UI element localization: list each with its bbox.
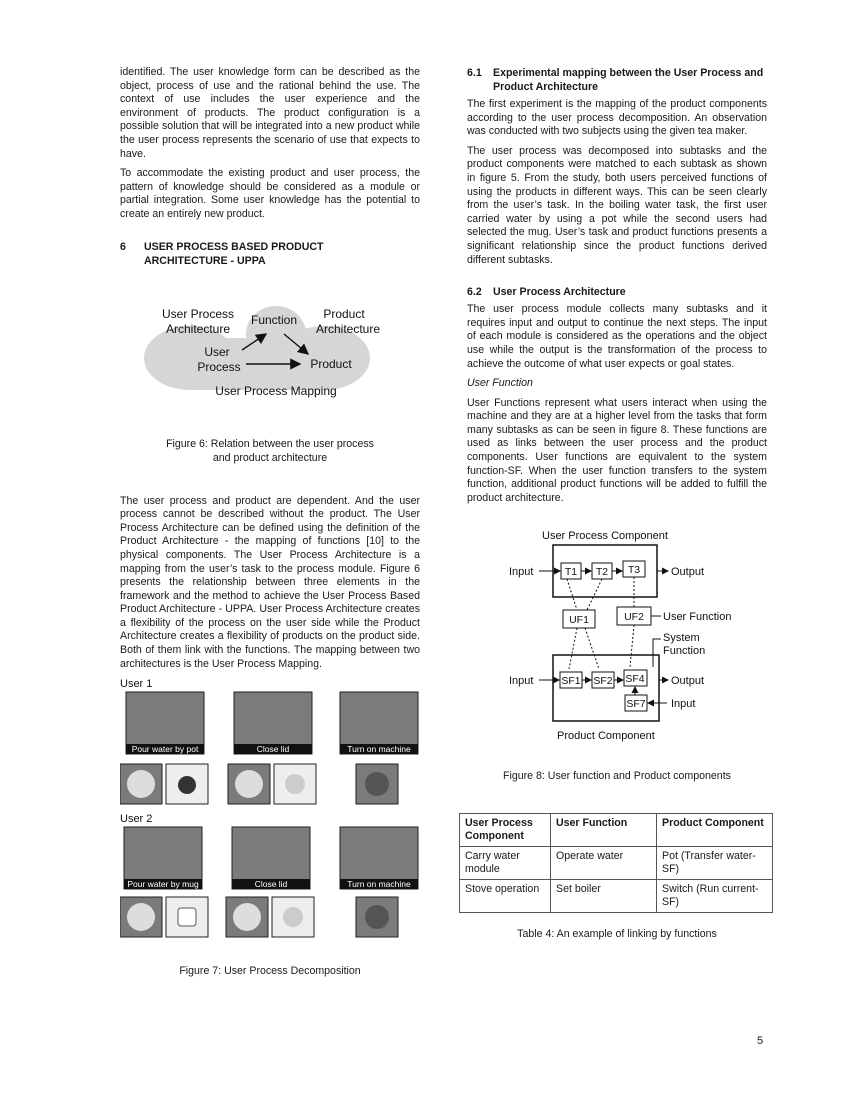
- subheading-user-function: User Function: [467, 377, 533, 390]
- section-title: USER PROCESS BASED PRODUCT ARCHITECTURE - UPPA: [144, 240, 324, 267]
- table-cell: Switch (Run current-SF): [657, 880, 773, 913]
- paragraph: To accommodate the existing product and user process, the pattern of knowledge should be considered as a module or partial integration. Some user knowledge has the potential to create an entirely new product.: [120, 167, 420, 220]
- table-header-row: [460, 814, 773, 847]
- user-process-component-label: User Process Component: [542, 530, 668, 543]
- section-number: 6.1: [467, 67, 482, 79]
- task-label: Close lid: [254, 879, 288, 890]
- section-6-heading: [120, 240, 420, 268]
- figure-7-caption: Figure 7: User Process Decomposition: [179, 965, 361, 978]
- task-t2: T2: [595, 566, 609, 579]
- table-header-cell: Product Component: [657, 814, 773, 847]
- table-header-cell: User Function: [551, 814, 657, 847]
- section-number: 6: [120, 240, 126, 253]
- label-user-process-architecture: User Process: [161, 306, 235, 321]
- user-1-label: User 1: [120, 678, 153, 691]
- product-component-label: Product Component: [557, 730, 655, 743]
- task-t3: T3: [627, 564, 641, 577]
- section-number: 6.2: [467, 286, 482, 299]
- label-product: Product: [310, 356, 352, 371]
- table-cell: Stove operation: [460, 880, 551, 913]
- sf4-label: SF4: [625, 673, 645, 686]
- paragraph: identified. The user knowledge form can be described as the object, process of use and the rational behind the use. The context of use includes the user experience and the environment of products. The product configuration is a possible solution that will be integrated into a new product while the user process represents the scenario of use that expects to have.: [120, 66, 420, 160]
- label-user-process: Process: [197, 359, 241, 374]
- paragraph: The user process and product are dependent. And the user process cannot be described without the product. The User Process Architecture can be defined using the definition of the Product Architecture - the mapping of functions [10] to the physical components. The User Process Architecture is a mapping from the user’s task to the process module. Figure 6 presents the relationship between three elements in the framework and the method to achieve the User Process Based Product Architecture - UPPA. User Process Architecture creates a flexibility of the process on the user side while the Product Architecture creates a flexibility of products on the product side. Both of them link with the functions. The mapping between two architectures is the User Process Mapping.: [120, 494, 420, 670]
- input-label: Input: [509, 675, 534, 688]
- system-function-label: System: [663, 632, 700, 645]
- table-cell: Set boiler: [551, 880, 657, 913]
- output-label: Output: [671, 675, 705, 688]
- label-product-architecture: Product: [323, 306, 365, 321]
- section-6-1-heading: [467, 66, 767, 94]
- user-2-label: User 2: [120, 813, 153, 826]
- section-title: User Process Architecture: [493, 286, 626, 299]
- system-function-label: Function: [663, 645, 706, 658]
- sf2-label: SF2: [593, 675, 613, 688]
- table-4-caption: Table 4: An example of linking by functions: [517, 928, 717, 941]
- input-label: Input: [509, 566, 534, 579]
- task-label: Close lid: [256, 744, 290, 755]
- figure-6-diagram: [120, 298, 420, 410]
- section-6-2-heading: [467, 285, 767, 299]
- page-number: 5: [757, 1035, 764, 1047]
- left-column: [120, 66, 420, 978]
- caption-line: and product architecture: [212, 451, 328, 464]
- table-header-cell: User Process Component: [460, 814, 551, 847]
- uf2-label: UF2: [624, 611, 644, 624]
- table-row: [460, 880, 773, 913]
- paragraph: User Functions represent what users interact when using the machine and they are at a higher level from the tasks that form many subtasks as can be seen in figure 8. These functions are used as links between the user process and the product components. User functions are equivalent to the system function-SF. When the user function transfers to the system function, additional product functions will be added to fulfill the product architecture.: [467, 396, 767, 504]
- task-label: Turn on machine: [347, 744, 411, 755]
- uf1-label: UF1: [569, 614, 589, 627]
- figure-8-diagram: [467, 527, 767, 747]
- figure-8-caption: Figure 8: User function and Product components: [503, 770, 731, 783]
- table-cell: Operate water: [551, 847, 657, 880]
- table-cell: Pot (Transfer water-SF): [657, 847, 773, 880]
- user-function-label: User Function: [663, 611, 732, 624]
- table-cell: Carry water module: [460, 847, 551, 880]
- input-label: Input: [671, 698, 696, 711]
- label-user-process: User: [204, 344, 230, 359]
- figure-7-photos: [120, 677, 420, 952]
- label-function: Function: [250, 312, 298, 327]
- paragraph: The user process module collects many subtasks and it requires input and output to continue the next steps. The input of each module is considered as the operations and the object use while the output is the transformation of the process to achieve the outcome of what user expects or goal states.: [467, 303, 767, 370]
- caption-line: Figure 6: Relation between the user process: [166, 437, 374, 450]
- paragraph: The first experiment is the mapping of the product components according to the user process decomposition. An observation was conducted with two subjects using the given tea maker.: [467, 98, 767, 138]
- label-user-process-architecture: Architecture: [165, 321, 231, 336]
- figure-6-caption: [120, 437, 420, 465]
- section-title: Experimental mapping between the User Process and Product Architecture: [493, 67, 764, 93]
- label-mapping: User Process Mapping: [215, 383, 337, 398]
- task-t1: T1: [564, 566, 578, 579]
- sf1-label: SF1: [561, 675, 581, 688]
- output-label: Output: [671, 566, 705, 579]
- task-label: Pour water by mug: [127, 879, 199, 890]
- paragraph: The user process was decomposed into subtasks and the product components were matched to each subtask as shown in figure 5. From the study, both users perceived functions of using the products in different ways. This can be seen clearly from the user’s task. In the boiling water task, the first user carried water by using a pot while the second users had selected the mug. User’s task and product functions presents a significant relationship since the product functions derived different subtasks.: [467, 144, 767, 266]
- sf7-label: SF7: [626, 698, 646, 711]
- task-label: Turn on machine: [347, 879, 411, 890]
- task-label: Pour water by pot: [131, 744, 199, 755]
- table-4: [459, 813, 773, 913]
- right-column: [467, 66, 767, 941]
- label-product-architecture: Architecture: [315, 321, 381, 336]
- table-row: [460, 847, 773, 880]
